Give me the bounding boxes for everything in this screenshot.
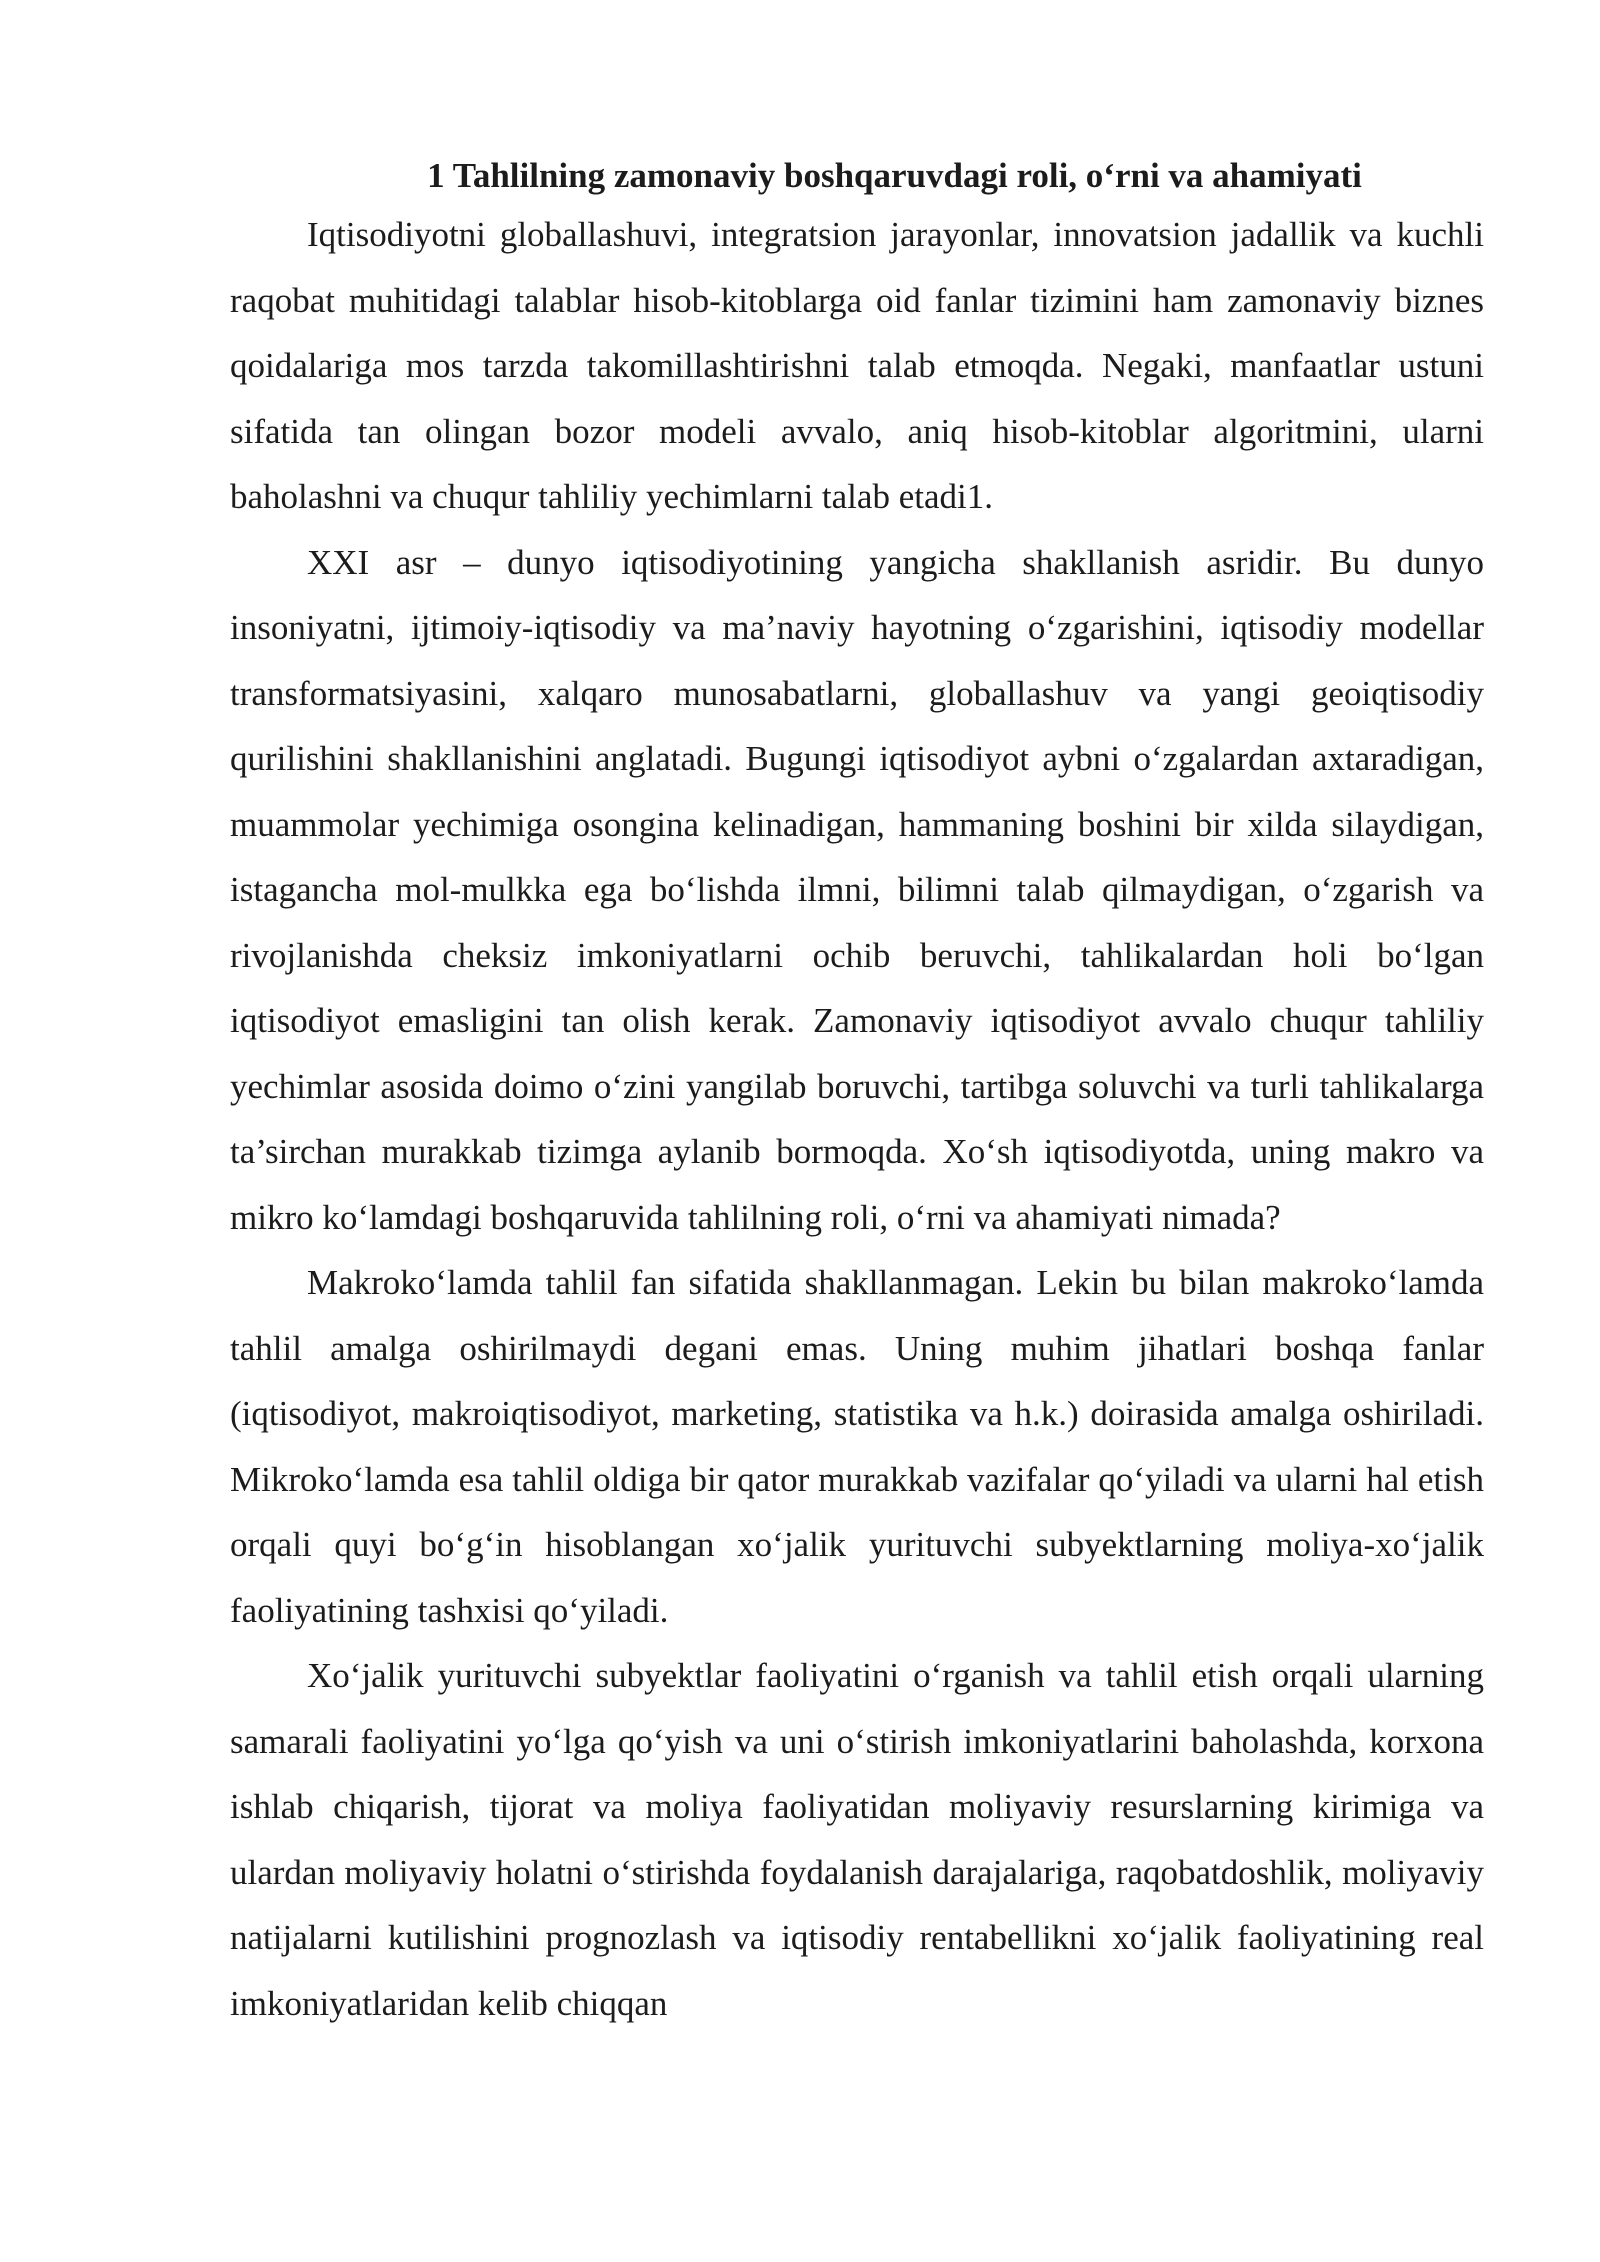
document-body bbox=[230, 150, 1484, 2036]
paragraph bbox=[230, 202, 1484, 530]
paragraph: Xo‘jalik yurituvchi subyektlar faoliyatini o‘rganish va tahlil etish orqali ularning samarali faoliyatini yo‘lga qo‘yish va uni o‘stirish imkoniyatlarini baholashda, korxona ishlab chiqarish, tijorat va moliya faoliyatidan moliyaviy resurslarning kirimiga va ulardan moliyaviy holatni o‘stirishda foydalanish darajalariga, raqobatdoshlik, moliyaviy natijalarni kutilishini prognozlash va iqtisodiy rentabellikni xo‘jalik faoliyatining real imkoniyatlaridan kelib chiqqan bbox=[230, 1656, 1484, 2023]
paragraph-text: Iqtisodiyotni globallashuvi, integratsion jarayonlar, innovatsion jadallik va kuchli raqobat muhitidagi talablar hisob-kitoblarga oid fanlar tizimini ham zamonaviy biznes qoidalariga mos tarzda takomillashtirishni talab etmoqda. Negaki, manfaatlar ustuni sifatida tan olingan bozor modeli avvalo, aniq hisob-kitoblar algoritmini, ularni baholashni va chuqur tahliliy yechimlarni talab etadi bbox=[230, 215, 1484, 516]
paragraph: Makroko‘lamda tahlil fan sifatida shakllanmagan. Lekin bu bilan makroko‘lamda tahlil amalga oshirilmaydi degani emas. Uning muhim jihatlari boshqa fanlar (iqtisodiyot, makroiqtisodiyot, marketing, statistika va h.k.) doirasida amalga oshiriladi. Mikroko‘lamda esa tahlil oldiga bir qator murakkab vazifalar qo‘yiladi va ularni hal etish orqali quyi bo‘g‘in hisoblangan xo‘jalik yurituvchi subyektlarning moliya-xo‘jalik faoliyatining tashxisi qo‘yiladi. bbox=[230, 1263, 1484, 1630]
paragraph: XXI asr – dunyo iqtisodiyotining yangicha shakllanish asridir. Bu dunyo insoniyatni, ijtimoiy-iqtisodiy va ma’naviy hayotning o‘zgarishini, iqtisodiy modellar transformatsiyasini, xalqaro munosabatlarni, globallashuv va yangi geoiqtisodiy qurilishini shakllanishini anglatadi. Bugungi iqtisodiyot aybni o‘zgalardan axtaradigan, muammolar yechimiga osongina kelinadigan, hammaning boshini bir xilda silaydigan, istagancha mol-mulkka ega bo‘lishda ilmni, bilimni talab qilmaydigan, o‘zgarish va rivojlanishda cheksiz imkoniyatlarni ochib beruvchi, tahlikalardan holi bo‘lgan iqtisodiyot emasligini tan olish kerak. Zamonaviy iqtisodiyot avvalo chuqur tahliliy yechimlar asosida doimo o‘zini yangilab boruvchi, tartibga soluvchi va turli tahlikalarga ta’sirchan murakkab tizimga aylanib bormoqda. Xo‘sh iqtisodiyotda, uning makro va mikro ko‘lamdagi boshqaruvida tahlilning roli, o‘rni va ahamiyati nimada? bbox=[230, 542, 1484, 1237]
section-title: 1 Tahlilning zamonaviy boshqaruvdagi roli, o‘rni va ahamiyati bbox=[427, 156, 1362, 195]
footnote-reference[interactable]: 1. bbox=[966, 477, 993, 516]
